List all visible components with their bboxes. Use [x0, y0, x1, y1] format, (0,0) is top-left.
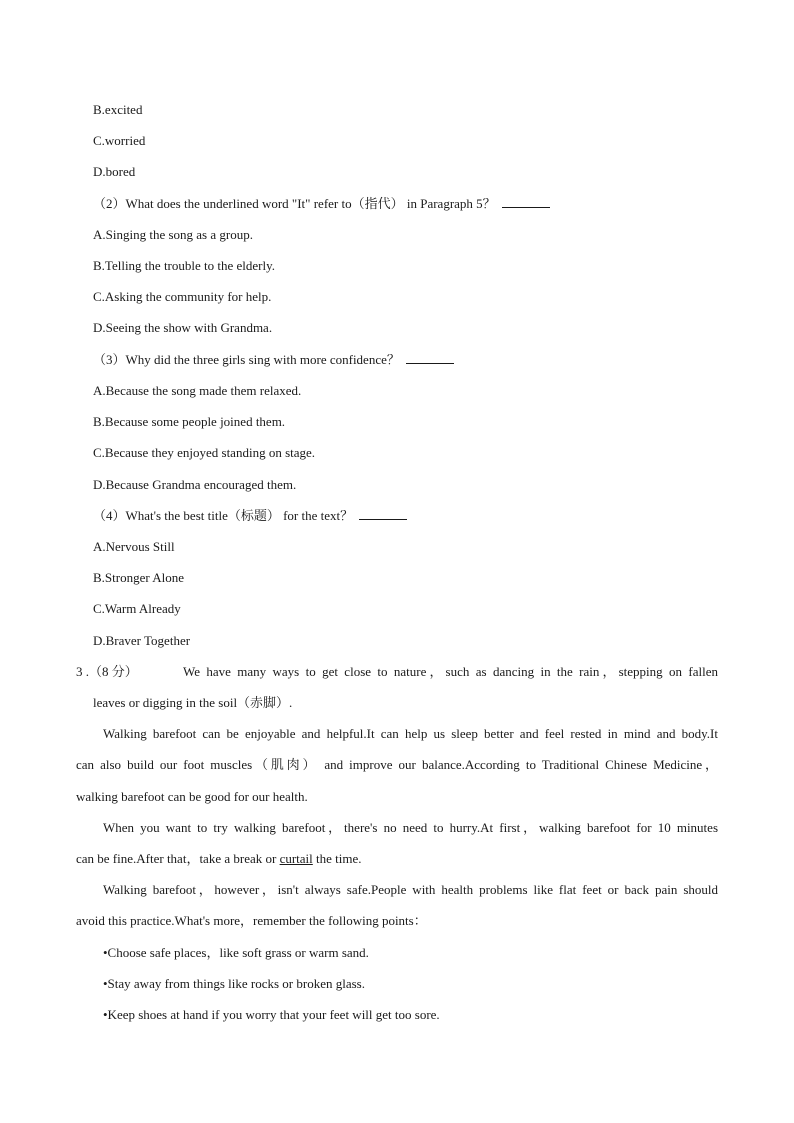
bullet-point-1: •Choose safe places，like soft grass or warm sand.: [103, 945, 369, 960]
q2-option-c: C.Asking the community for help.: [93, 289, 272, 304]
q2-stem-text: （2）What does the underlined word "It" refer to（指代） in Paragraph 5？: [93, 196, 496, 211]
para-1-line-3: walking barefoot can be good for our health.: [76, 789, 308, 804]
q2-answer-blank[interactable]: [502, 195, 550, 208]
underlined-word-curtail: curtail: [279, 851, 313, 866]
q2-option-b: B.Telling the trouble to the elderly.: [93, 258, 276, 273]
q2-stem: [93, 195, 550, 213]
intro-line-1: We have many ways to get close to nature，such as dancing in the rain，stepping on fallen: [183, 664, 718, 679]
q1-option-d: D.bored: [93, 164, 136, 179]
q4-option-d: D.Braver Together: [93, 633, 191, 648]
bullet-point-3: •Keep shoes at hand if you worry that your feet will get too sore.: [103, 1007, 440, 1022]
para-2-line-2: [76, 850, 362, 868]
q1-option-b: B.excited: [93, 102, 143, 117]
q4-stem-text: （4）What's the best title（标题） for the text？: [93, 508, 354, 523]
q4-option-b: B.Stronger Alone: [93, 570, 184, 585]
para-3-line-1: Walking barefoot，however，isn't always safe.People with health problems like flat feet or back pain should: [103, 882, 718, 897]
bullet-point-2: •Stay away from things like rocks or broken glass.: [103, 976, 365, 991]
q3-option-c: C.Because they enjoyed standing on stage.: [93, 445, 316, 460]
q2-option-d: D.Seeing the show with Grandma.: [93, 320, 273, 335]
q3-option-b: B.Because some people joined them.: [93, 414, 286, 429]
section-3-number: 3 .（8 分）: [76, 664, 138, 679]
q1-option-c: C.worried: [93, 133, 146, 148]
q4-option-a: A.Nervous Still: [93, 539, 175, 554]
intro-line-2: leaves or digging in the soil（赤脚）.: [93, 695, 293, 710]
para-2-line-1: When you want to try walking barefoot，there's no need to hurry.At first，walking barefoot for 10 minutes: [103, 820, 718, 835]
q2-option-a: A.Singing the song as a group.: [93, 227, 253, 242]
para-2-text-post: the time.: [312, 851, 362, 866]
q3-answer-blank[interactable]: [406, 351, 454, 364]
para-1-line-1: Walking barefoot can be enjoyable and helpful.It can help us sleep better and feel rested in mind and body.It: [103, 726, 718, 741]
q3-stem: [93, 351, 454, 369]
q4-stem: [93, 507, 407, 525]
para-2-text-pre: can be fine.After that，take a break or: [76, 851, 280, 866]
para-1-line-2: can also build our foot muscles（肌肉） and improve our balance.According to Traditional Chinese Medicine，: [76, 757, 718, 772]
q3-option-d: D.Because Grandma encouraged them.: [93, 477, 297, 492]
q3-stem-text: （3）Why did the three girls sing with more confidence？: [93, 352, 400, 367]
para-3-line-2: avoid this practice.What's more，remember the following points：: [76, 913, 427, 928]
q4-option-c: C.Warm Already: [93, 601, 181, 616]
q3-option-a: A.Because the song made them relaxed.: [93, 383, 302, 398]
q4-answer-blank[interactable]: [359, 507, 407, 520]
